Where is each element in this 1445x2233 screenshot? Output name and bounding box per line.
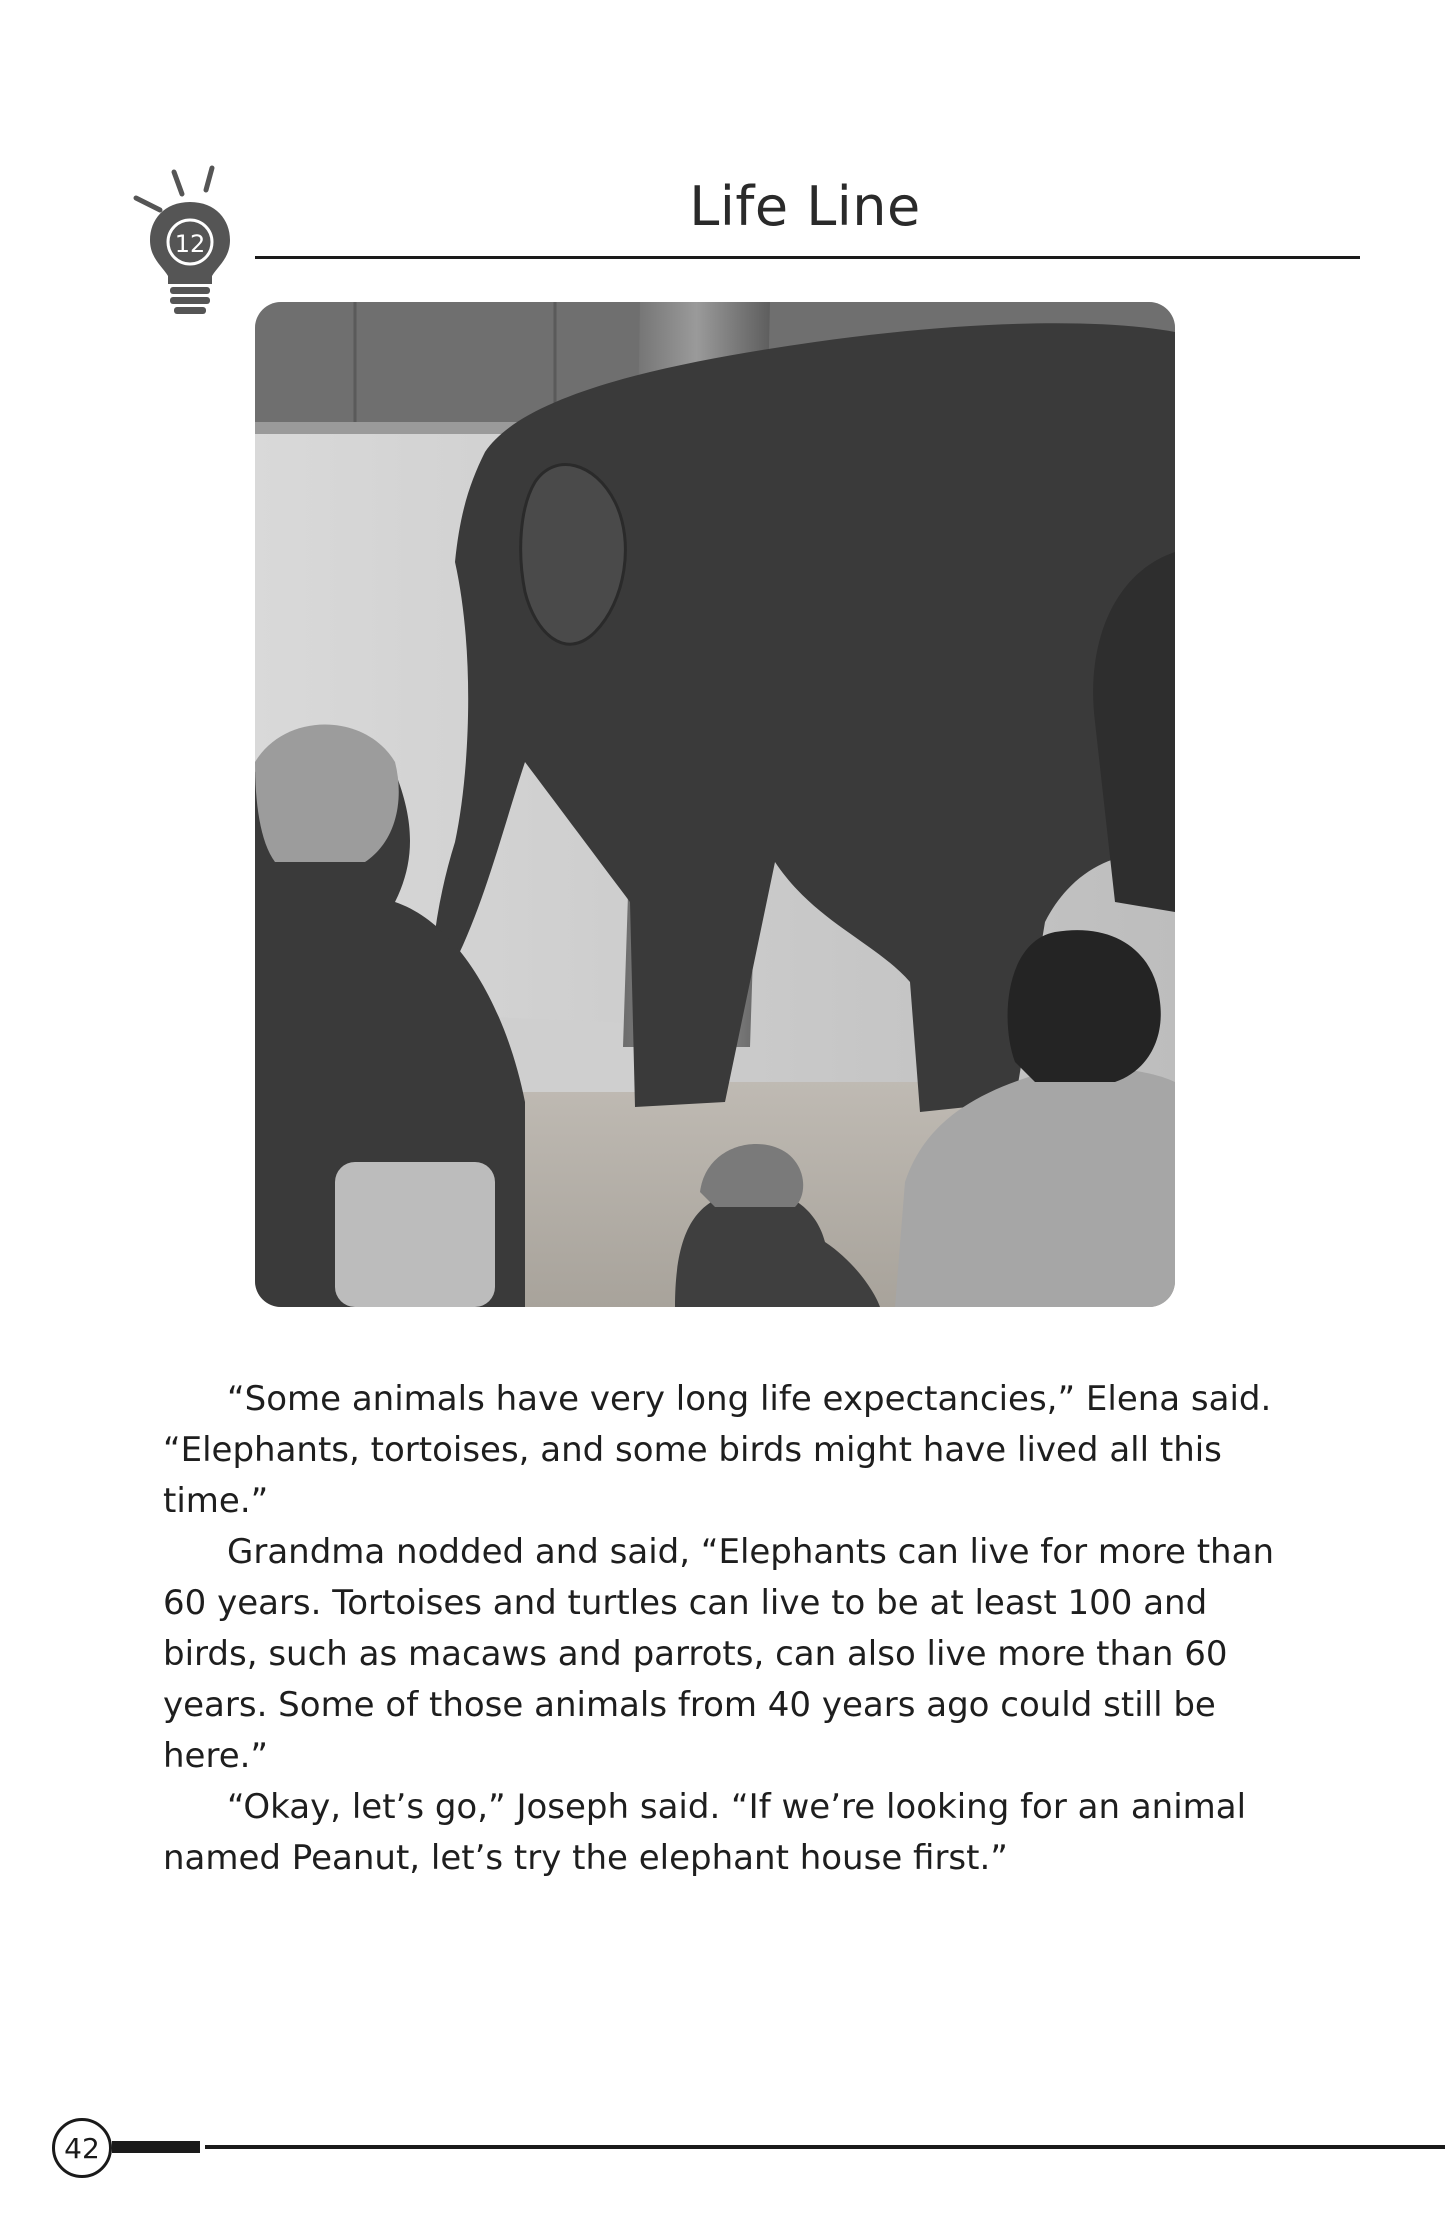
story-paragraph: Grandma nodded and said, “Elephants can live for more than 60 years. Tortoises and turtles can live to be at least 100 and birds, such as macaws and parrots, can also live more than 60 years. Some of those animals from 40 years ago could still be here.” <box>163 1532 1274 1776</box>
footer-rule-thick <box>112 2141 200 2153</box>
lightbulb-icon <box>130 160 250 320</box>
chapter-number: 12 <box>174 230 206 258</box>
elephant-photo <box>255 302 1175 1307</box>
chapter-title: Life Line <box>689 175 921 238</box>
page-number: 42 <box>52 2118 112 2178</box>
story-text <box>163 1374 1303 1884</box>
story-paragraph: “Some animals have very long life expectancies,” Elena said. “Elephants, tortoises, and some birds might have lived all this time.” <box>163 1379 1272 1521</box>
title-divider <box>255 256 1360 259</box>
story-paragraph: “Okay, let’s go,” Joseph said. “If we’re looking for an animal named Peanut, let’s try the elephant house first.” <box>163 1787 1247 1878</box>
footer-rule <box>205 2145 1445 2149</box>
